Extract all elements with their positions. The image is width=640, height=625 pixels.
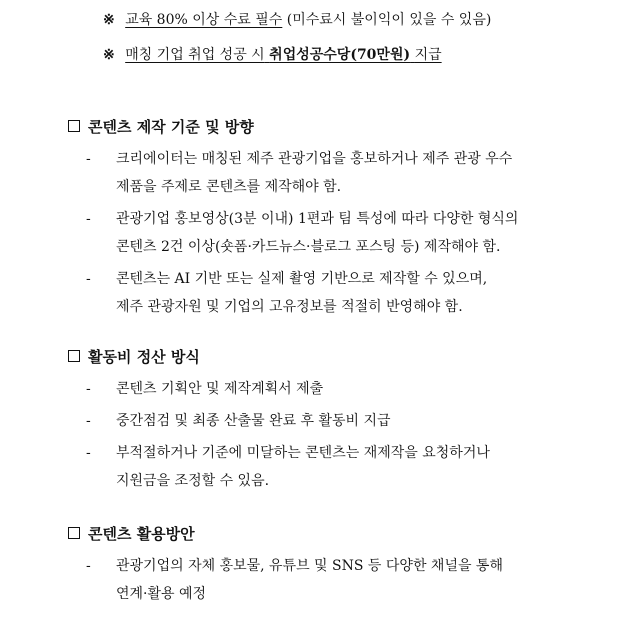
dash-marker: - [86, 413, 91, 429]
section-content-criteria [68, 115, 608, 325]
item-line: 관광기업의 자체 홍보물, 유튜브 및 SNS 등 다양한 채널을 통해 [116, 558, 503, 574]
item-line: 제품을 주제로 콘텐츠를 제작해야 함. [116, 179, 342, 195]
bullet-list [68, 145, 608, 321]
note-bold-amount: 취업성공수당(70만원) [269, 47, 411, 63]
checkbox-icon [68, 120, 80, 132]
dash-marker: - [86, 271, 91, 287]
bullet-list [68, 552, 608, 608]
section-title: 활동비 정산 방식 [88, 347, 200, 366]
section-heading [68, 522, 608, 544]
item-line: 콘텐츠는 AI 기반 또는 실제 촬영 기반으로 제작할 수 있으며, [116, 271, 488, 287]
note-underlined-text: 교육 80% 이상 수료 필수 [125, 12, 283, 28]
note-mark: ※ [103, 12, 115, 28]
item-line: 연계·활용 예정 [116, 586, 207, 602]
list-item [86, 375, 608, 403]
dash-marker: - [86, 381, 91, 397]
item-line: 중간점검 및 최종 산출물 완료 후 활동비 지급 [116, 413, 391, 429]
item-line: 부적절하거나 기준에 미달하는 콘텐츠는 재제작을 요청하거나 [116, 445, 490, 461]
section-heading [68, 345, 608, 367]
checkbox-icon [68, 527, 80, 539]
section-content-usage [68, 522, 608, 612]
dash-marker: - [86, 445, 91, 461]
item-line: 제주 관광자원 및 기업의 고유정보를 적절히 반영해야 함. [116, 299, 463, 315]
note-mark: ※ [103, 47, 115, 63]
list-item [86, 552, 608, 608]
item-line: 콘텐츠 기획안 및 제작계획서 제출 [116, 381, 324, 397]
item-line: 크리에이터는 매칭된 제주 관광기업을 홍보하거나 제주 관광 우수 [116, 151, 513, 167]
item-line: 콘텐츠 2건 이상(숏폼·카드뉴스·블로그 포스팅 등) 제작해야 함. [116, 239, 501, 255]
list-item [86, 439, 608, 495]
note-underlined-text [125, 47, 441, 63]
section-heading [68, 115, 608, 137]
list-item [86, 265, 608, 321]
list-item [86, 145, 608, 201]
note-employment-bonus [103, 45, 442, 65]
item-line: 관광기업 홍보영상(3분 이내) 1편과 팀 특성에 따라 다양한 형식의 [116, 211, 519, 227]
bullet-list [68, 375, 608, 495]
section-title: 콘텐츠 활용방안 [88, 524, 195, 543]
note-text: 매칭 기업 취업 성공 시 [125, 47, 265, 63]
note-education-requirement [103, 10, 491, 30]
list-item [86, 205, 608, 261]
list-item [86, 407, 608, 435]
section-title: 콘텐츠 제작 기준 및 방향 [88, 117, 254, 136]
dash-marker: - [86, 151, 91, 167]
item-line: 지원금을 조정할 수 있음. [116, 473, 270, 489]
dash-marker: - [86, 211, 91, 227]
note-tail: 지급 [414, 47, 442, 63]
section-activity-settlement [68, 345, 608, 499]
note-tail: (미수료시 불이익이 있을 수 있음) [286, 12, 492, 28]
dash-marker: - [86, 558, 91, 574]
checkbox-icon [68, 350, 80, 362]
